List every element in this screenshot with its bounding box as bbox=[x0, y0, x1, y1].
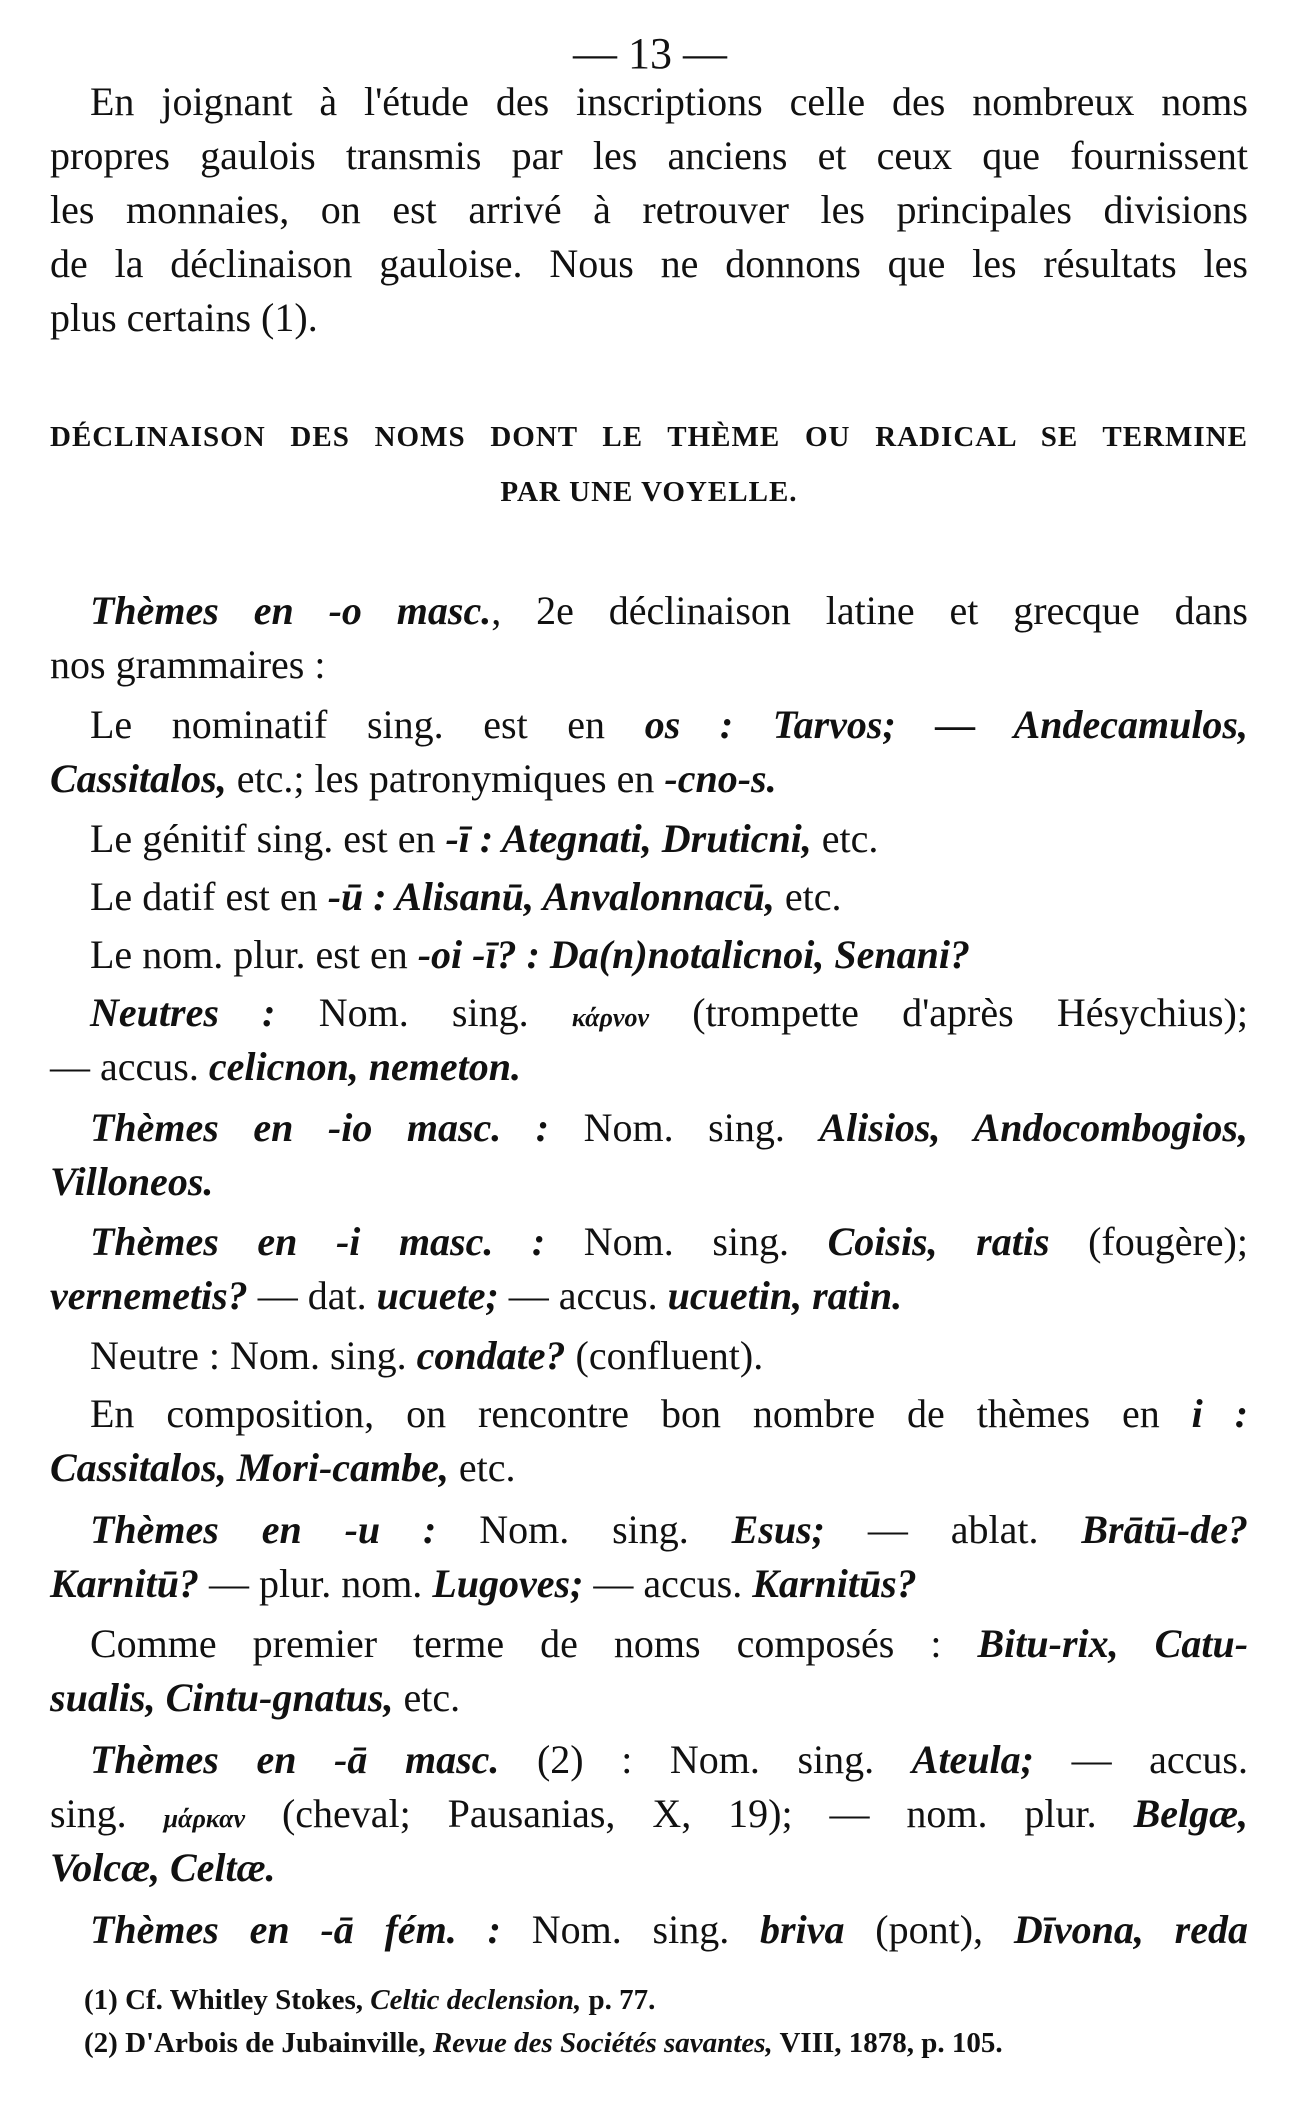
neuters-line-1: Neutres : Nom. sing. κάρνον (trompette d'après Hésychius); bbox=[90, 990, 1248, 1035]
io-masc-line-1: Thèmes en -io masc. : Nom. sing. Alisios, Andocombogios, bbox=[90, 1105, 1248, 1150]
neuter-line: Neutre : Nom. sing. condate? (confluent). bbox=[90, 1333, 764, 1378]
a-masc-line-3: Volcæ, Celtæ. bbox=[50, 1845, 276, 1890]
nominative-line-1: Le nominatif sing. est en os : Tarvos; — Andecamulos, bbox=[90, 702, 1249, 747]
compound-names-line-2: sualis, Cintu-gnatus, etc. bbox=[50, 1675, 461, 1720]
paragraph-o-masc-line-1: Thèmes en -o masc., 2e déclinaison latine et grecque dans bbox=[90, 588, 1248, 633]
intro-line-3: les monnaies, on est arrivé à retrouver les principales divisions bbox=[50, 187, 1248, 232]
i-masc-line-1: Thèmes en -i masc. : Nom. sing. Coisis, ratis (fougère); bbox=[90, 1219, 1248, 1264]
section-heading-line-2: PAR UNE VOYELLE. bbox=[500, 476, 798, 508]
a-fem-line: Thèmes en -ā fém. : Nom. sing. briva (pont), Dīvona, reda bbox=[90, 1907, 1248, 1952]
compound-names-line-1: Comme premier terme de noms composés : Bitu-rix, Catu- bbox=[90, 1621, 1249, 1666]
nominative-plural-line: Le nom. plur. est en -oi -ī? : Da(n)notalicnoi, Senani? bbox=[90, 932, 970, 977]
composition-line-2: Cassitalos, Mori-cambe, etc. bbox=[50, 1445, 516, 1490]
page-number: — 13 — bbox=[573, 29, 727, 78]
intro-line-1: En joignant à l'étude des inscriptions celle des nombreux noms bbox=[90, 79, 1248, 124]
composition-line-1: En composition, on rencontre bon nombre de thèmes en i : bbox=[90, 1391, 1249, 1436]
dative-line: Le datif est en -ū : Alisanū, Anvalonnacū, etc. bbox=[90, 874, 842, 919]
footnote-1: (1) Cf. Whitley Stokes, Celtic declension, p. 77. bbox=[84, 1984, 656, 2016]
nominative-line-2: Cassitalos, etc.; les patronymiques en -cno-s. bbox=[50, 756, 777, 801]
a-masc-line-1: Thèmes en -ā masc. (2) : Nom. sing. Ateula; — accus. bbox=[90, 1737, 1249, 1782]
intro-line-4: de la déclinaison gauloise. Nous ne donnons que les résultats les bbox=[50, 241, 1248, 286]
intro-line-2: propres gaulois transmis par les anciens et ceux que fournissent bbox=[50, 133, 1248, 178]
u-themes-line-1: Thèmes en -u : Nom. sing. Esus; — ablat. Brātū-de? bbox=[90, 1507, 1248, 1552]
a-masc-line-2: sing. μάρκαν (cheval; Pausanias, X, 19); — nom. plur. Belgæ, bbox=[50, 1791, 1248, 1836]
genitive-line: Le génitif sing. est en -ī : Ategnati, Druticni, etc. bbox=[90, 816, 879, 861]
u-themes-line-2: Karnitū? — plur. nom. Lugoves; — accus. Karnitūs? bbox=[50, 1561, 917, 1606]
footnote-2: (2) D'Arbois de Jubainville, Revue des Sociétés savantes, VIII, 1878, p. 105. bbox=[84, 2027, 1003, 2059]
paragraph-o-masc-line-2: nos grammaires : bbox=[50, 642, 326, 687]
io-masc-line-2: Villoneos. bbox=[50, 1159, 214, 1204]
intro-line-5: plus certains (1). bbox=[50, 295, 318, 340]
i-masc-line-2: vernemetis? — dat. ucuete; — accus. ucuetin, ratin. bbox=[50, 1273, 903, 1318]
section-heading-line-1: DÉCLINAISON DES NOMS DONT LE THÈME OU RADICAL SE TERMINE bbox=[50, 421, 1248, 453]
neuters-line-2: — accus. celicnon, nemeton. bbox=[50, 1044, 522, 1089]
